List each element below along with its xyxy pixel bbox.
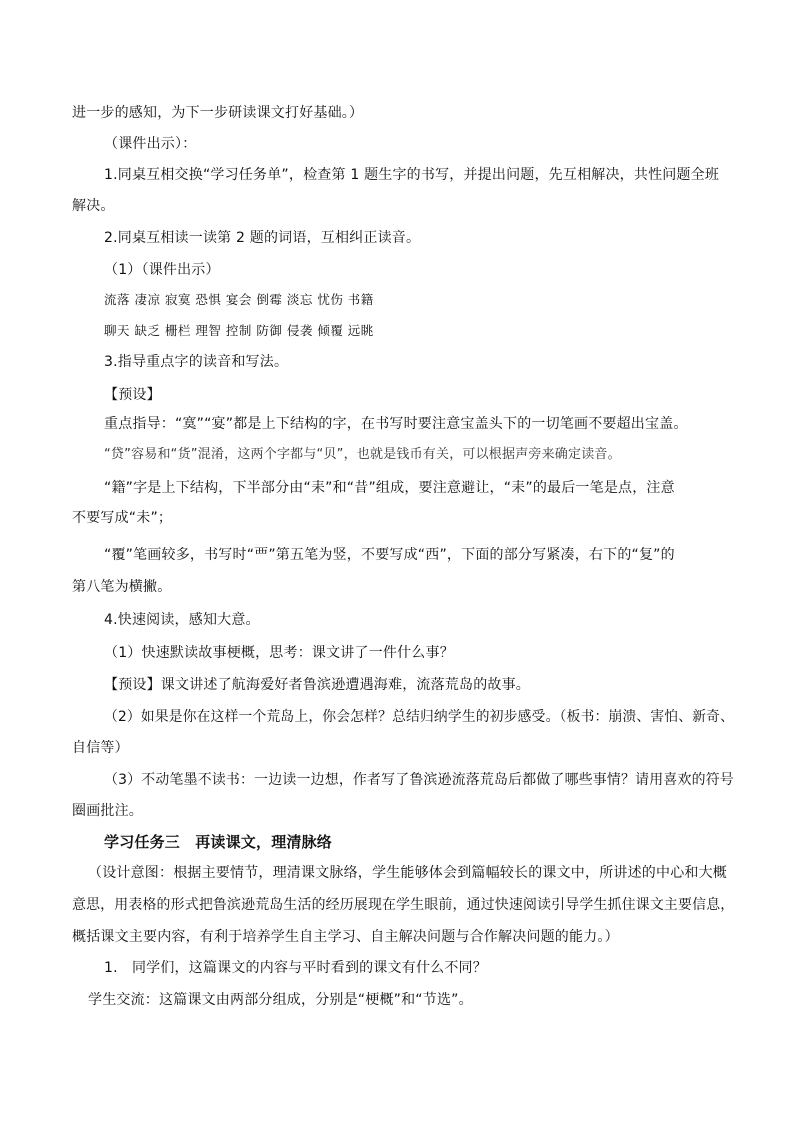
text-line: “覆”笔画较多，书写时“覀”第五笔为竖，不要写成“西”，下面的部分写紧凑，右下的“复”的: [104, 547, 675, 563]
vocabulary-row-2: 聊天 缺乏 栅栏 理智 控制 防御 侵袭 倾覆 远眺: [104, 323, 374, 338]
text-line: 3.指导重点字的读音和写法。: [104, 354, 289, 370]
text-line: 第八笔为横撇。: [72, 579, 172, 595]
text-line: （课件出示）：: [104, 136, 197, 152]
text-line: 1. 同学们，这篇课文的内容与平时看到的课文有什么不同？: [104, 960, 487, 976]
text-line: （1）（课件出示）: [104, 262, 220, 278]
vocabulary-row-1: 流落 凄凉 寂寞 恐惧 宴会 倒霉 淡忘 忧伤 书籍: [104, 292, 374, 307]
text-line: （3）不动笔墨不读书：一边读一边想，作者写了鲁滨逊流落荒岛后都做了哪些事情？请用喜欢的符号: [104, 772, 734, 788]
text-line: 【预设】课文讲述了航海爱好者鲁滨逊遭遇海难，流落荒岛的故事。: [104, 677, 530, 693]
text-line: 自信等）: [72, 740, 129, 756]
text-line: （1）快速默读故事梗概，思考：课文讲了一件什么事？: [104, 645, 454, 661]
text-line: 不要写成“未”；: [72, 510, 173, 526]
text-line: 重点指导：“寞”“宴”都是上下结构的字，在书写时要注意宝盖头下的一切笔画不要超出宝盖。: [104, 416, 688, 432]
text-line: 解决。: [72, 198, 115, 214]
text-line: 进一步的感知，为下一步研读课文打好基础。）: [72, 105, 364, 121]
text-line: “贷”容易和“货”混淆，这两个字都与“贝”，也就是钱币有关，可以根据声旁来确定读音。: [104, 447, 621, 462]
preset-label: 【预设】: [104, 387, 161, 403]
text-line: 学生交流：这篇课文由两部分组成，分别是“梗概”和“节选”。: [88, 992, 473, 1008]
text-line: 1.同桌互相交换“学习任务单”，检查第 1 题生字的书写，并提出问题，先互相解决，共性问题全班: [104, 167, 720, 183]
text-line: （设计意图：根据主要情节，理清课文脉络，学生能够体会到篇幅较长的课文中，所讲述的中心和大概: [88, 865, 727, 881]
text-line: 4.快速阅读，感知大意。: [104, 612, 260, 628]
text-line: （2）如果是你在这样一个荒岛上，你会怎样？总结归纳学生的初步感受。（板书：崩溃、害怕、新奇、: [104, 709, 735, 725]
text-line: “籍”字是上下结构，下半部分由“耒”和“昔”组成，要注意避让，“耒”的最后一笔是点，注意: [104, 480, 675, 496]
text-line: 意思，用表格的形式把鲁滨逊荒岛生活的经历展现在学生眼前，通过快速阅读引导学生抓住课文主要信息，: [72, 897, 735, 913]
text-line: 圈画批注。: [72, 803, 143, 819]
section-heading: 学习任务三 再读课文，理清脉络: [104, 833, 333, 851]
text-line: 2.同桌互相读一读第 2 题的词语，互相纠正读音。: [104, 230, 421, 246]
text-line: 概括课文主要内容，有利于培养学生自主学习、自主解决问题与合作解决问题的能力。）: [72, 929, 619, 945]
